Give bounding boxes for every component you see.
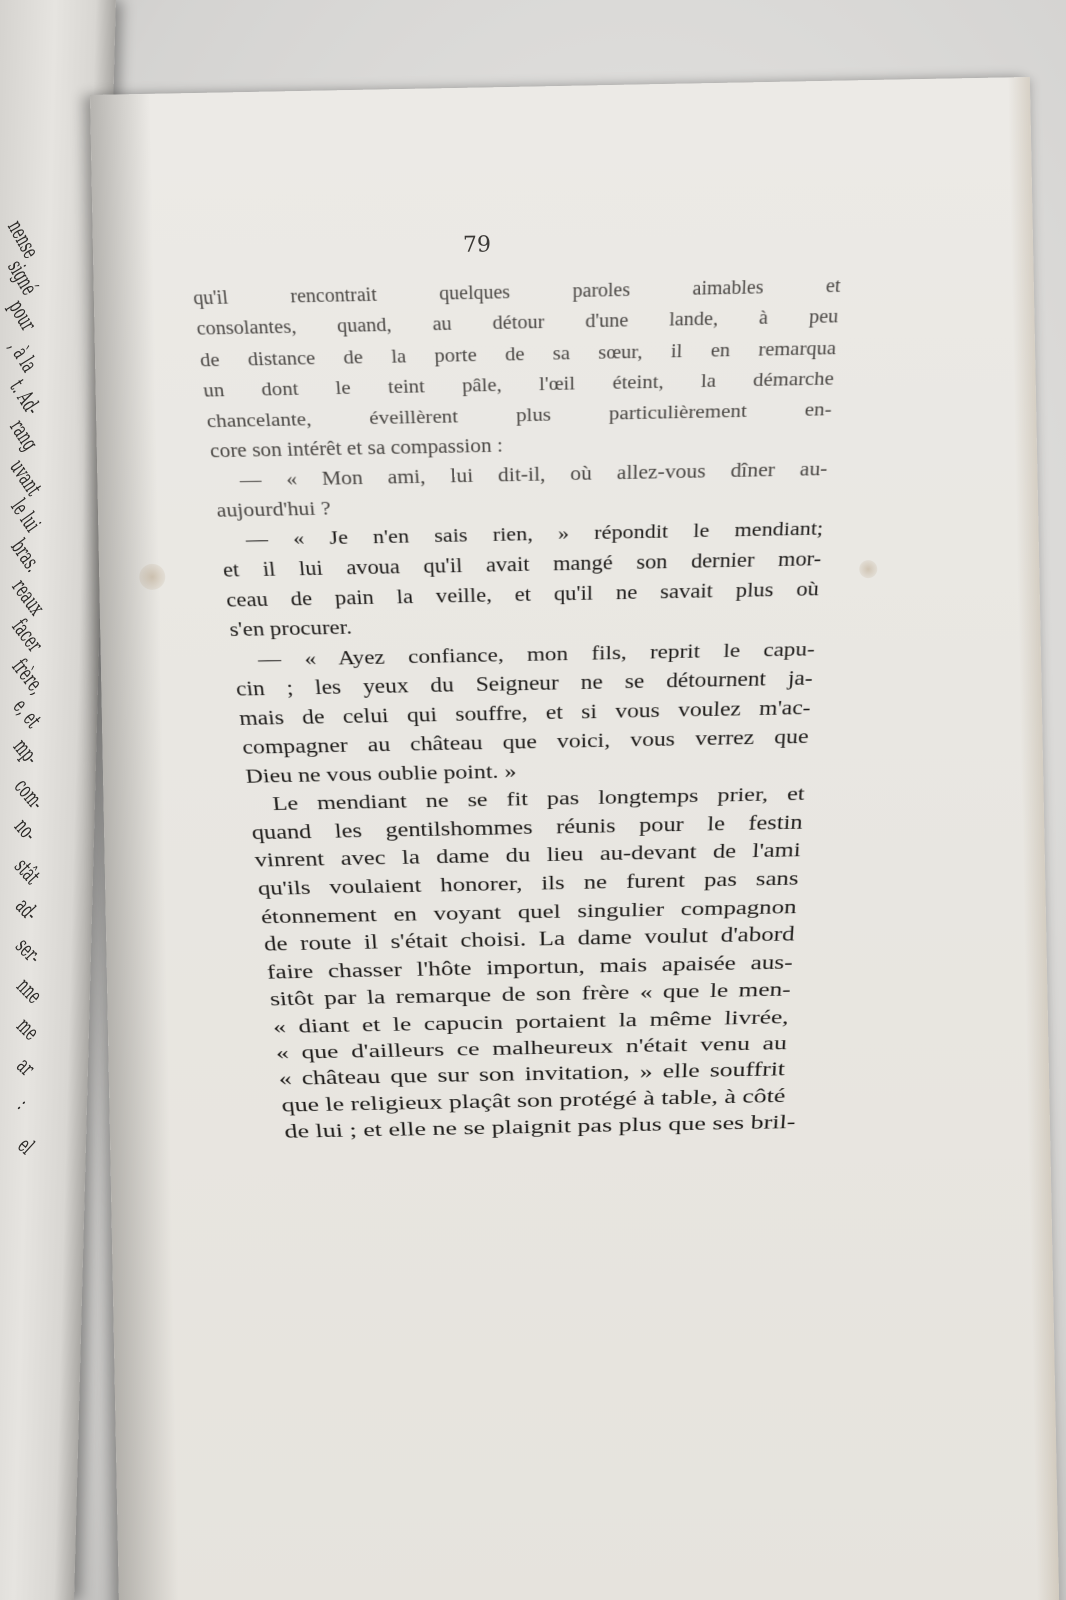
text-line: ceau de pain la veille, et qu'il ne savait plus où [225, 577, 820, 612]
left-page-fragment: bras. [5, 535, 46, 577]
text-line: core son intérêt et sa compassion : [208, 433, 504, 462]
text-line: « que d'ailleurs ce malheureux n'était venu au [274, 1032, 788, 1064]
left-page-fragment: com- [8, 774, 49, 816]
text-line: « château que sur son invitation, » elle souffrit [277, 1058, 786, 1090]
book-page [90, 77, 1059, 1600]
text-line: Le mendiant ne se fit pas longtemps prier, et [271, 782, 806, 815]
text-line: que le religieux plaçât son protégé à table, à côté [280, 1085, 787, 1117]
text-line: s'en procurer. [228, 616, 353, 642]
left-page-fragment: facer [6, 614, 48, 658]
text-line: étonnement en voyant quel singulier compagnon [259, 895, 798, 929]
left-page-fragment: signé [2, 256, 42, 300]
text-line: qu'il rencontrait quelques paroles aimables et [192, 275, 842, 310]
left-page-fragment: el [12, 1133, 39, 1160]
page-number: 79 [462, 232, 492, 258]
left-page-fragment: nne [10, 973, 47, 1009]
left-page-fragment: : [12, 1093, 33, 1115]
text-line: cin ; les yeux du Seigneur ne se détournent ja- [234, 666, 814, 700]
text-line: sitôt par la remarque de son frère « que le men- [268, 978, 792, 1010]
text-line: mais de celui qui souffre, et si vous voulez m'ac- [237, 695, 812, 730]
left-page-fragment: ser- [10, 933, 46, 970]
gutter-shadow [90, 94, 180, 1600]
text-line: chancelante, éveillèrent plus particulièrement en- [205, 397, 833, 432]
left-page-fragment: stât [9, 854, 45, 890]
text-line: consolantes, quand, au détour d'une lande, à peu [195, 306, 839, 340]
left-page-fragment: pour [3, 295, 41, 336]
text-line: de lui ; et elle ne se plaignit pas plus que ses bril- [283, 1111, 797, 1143]
text-line: quand les gentilshommes réunis pour le festin [250, 810, 804, 844]
text-line: compagner au château que voici, vous verrez que [241, 724, 810, 758]
left-page-fragment: me [11, 1013, 44, 1046]
text-line: un dont le teint pâle, l'œil éteint, la démarche [202, 366, 835, 401]
left-page-fragment: , à la [3, 335, 42, 377]
text-line: — « Ayez confiance, mon fils, reprit le capu- [256, 637, 816, 671]
text-line: — « Je n'en sais rien, » répondit le mendiant; [244, 518, 825, 551]
left-page-fragment: no- [8, 814, 42, 847]
left-page-fragment: ad- [9, 893, 43, 927]
left-page-fragment: e, et [7, 694, 46, 734]
body-text [192, 271, 842, 1145]
left-page-fragment: uvant [4, 455, 47, 501]
text-line: de distance de la porte de sa sœur, il en remarqua [198, 335, 837, 371]
text-line: de route il s'était choisi. La dame voulut d'abord [262, 923, 796, 956]
left-page-fragment: mp- [7, 734, 44, 770]
left-page-fragment: reaux [6, 574, 49, 621]
left-page-fragment: frère, [7, 654, 50, 700]
left-page-fragment: t. Ad- [3, 375, 45, 420]
foxing-spot [859, 560, 877, 578]
left-page-fragment: le lui [5, 495, 45, 537]
text-line: et il lui avoua qu'il avait mangé son dernier mor- [221, 548, 822, 582]
text-line: — « Mon ami, lui dit-il, où allez-vous dîner au- [238, 457, 829, 491]
text-line: faire chasser l'hôte importun, mais apaisée aus- [265, 950, 794, 983]
left-page-fragment: rang [4, 415, 43, 456]
text-line: vinrent avec la dame du lieu au-devant de l'ami [253, 839, 802, 872]
text-line: aujourd'hui ? [215, 497, 332, 522]
text-line: qu'ils voulaient honorer, ils ne furent pas sans [256, 867, 800, 900]
foxing-spot [139, 564, 165, 590]
text-line: « diant et le capucin portaient la même livrée, [271, 1005, 790, 1038]
left-page-fragment: ar [11, 1053, 40, 1082]
text-line: Dieu ne vous oublie point. » [244, 759, 517, 787]
left-page-fragment: nense [2, 216, 43, 263]
